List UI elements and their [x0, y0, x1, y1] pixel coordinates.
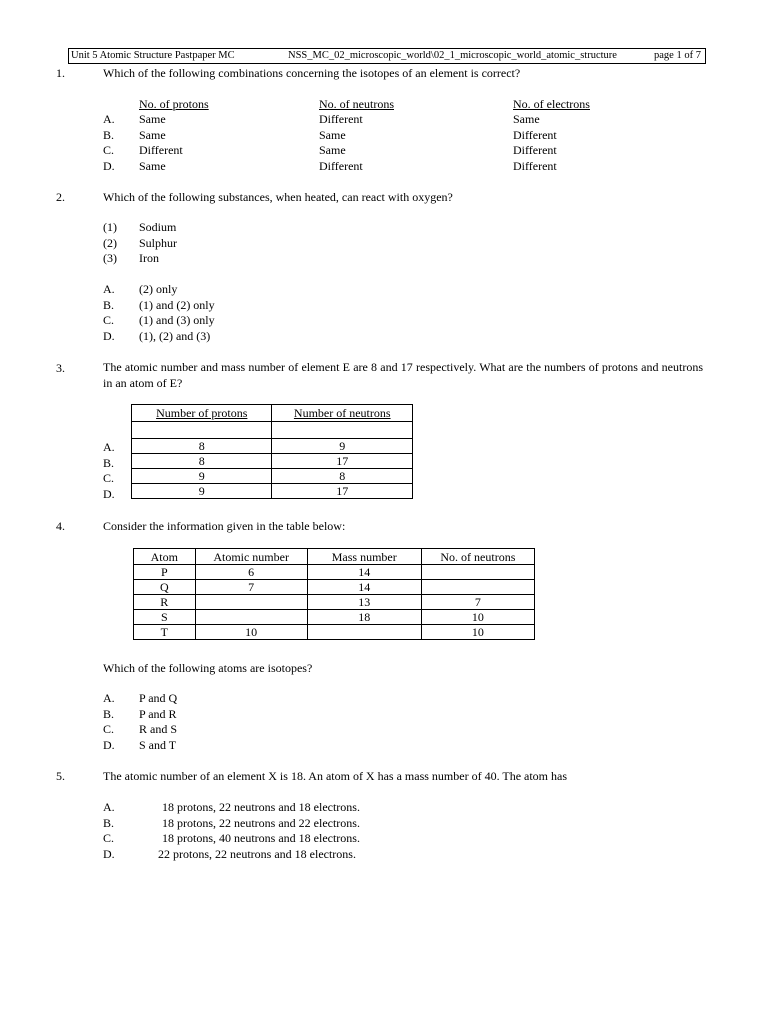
option-letter: A.: [103, 112, 115, 126]
cell-atomic-number: [195, 610, 307, 625]
question-text: Consider the information given in the table below:: [103, 519, 346, 533]
option-protons: Same: [139, 159, 166, 173]
cell-mass-number: [307, 625, 421, 640]
cell-mass-number: 14: [307, 565, 421, 580]
question-text: The atomic number and mass number of element E are 8 and 17 respectively. What are the numbers of protons and neutrons in an atom of E?: [103, 360, 703, 390]
option-letter: D.: [103, 329, 115, 343]
option-text: P and Q: [139, 691, 178, 705]
option-text: 18 protons, 22 neutrons and 22 electrons.: [162, 816, 360, 830]
cell-protons: 9: [132, 484, 272, 499]
table-row: [134, 610, 535, 625]
table-header: Number of neutrons: [272, 405, 413, 422]
question-text: The atomic number of an element X is 18. An atom of X has a mass number of 40. The atom has: [103, 769, 568, 783]
option-electrons: Different: [513, 159, 557, 173]
option-letter: B.: [103, 128, 115, 142]
col-header-neutrons: No. of neutrons: [319, 97, 394, 111]
cell-mass-number: 13: [307, 595, 421, 610]
question-text: Which of the following combinations concerning the isotopes of an element is correct?: [103, 66, 521, 80]
item-text: Iron: [139, 251, 159, 265]
atom-info-table: [133, 548, 535, 640]
cell-atom: P: [134, 565, 196, 580]
cell-atomic-number: [195, 595, 307, 610]
option-protons: Different: [139, 143, 183, 157]
cell-protons: 8: [132, 439, 272, 454]
option-letter: B.: [103, 298, 115, 312]
table-row: [132, 469, 413, 484]
protons-neutrons-table: [131, 404, 413, 499]
page-header: [68, 48, 706, 64]
question-text: Which of the following substances, when heated, can react with oxygen?: [103, 190, 453, 204]
cell-protons: 9: [132, 469, 272, 484]
question-number: 5.: [56, 769, 65, 783]
option-neutrons: Same: [319, 128, 346, 142]
option-letter: D.: [103, 159, 115, 173]
option-text: 18 protons, 40 neutrons and 18 electrons.: [162, 831, 360, 845]
item-number: (3): [103, 251, 117, 265]
option-text: P and R: [139, 707, 177, 721]
option-electrons: Different: [513, 128, 557, 142]
option-letter: A.: [103, 800, 115, 814]
option-letter: A.: [103, 691, 115, 705]
option-neutrons: Same: [319, 143, 346, 157]
cell-neutrons: 17: [272, 484, 413, 499]
table-header: Atom: [134, 549, 196, 565]
option-neutrons: Different: [319, 159, 363, 173]
table-header: Atomic number: [195, 549, 307, 565]
cell-mass-number: 18: [307, 610, 421, 625]
item-text: Sulphur: [139, 236, 178, 250]
option-protons: Same: [139, 128, 166, 142]
col-header-electrons: No. of electrons: [513, 97, 590, 111]
cell-neutrons: 8: [272, 469, 413, 484]
cell-atom: R: [134, 595, 196, 610]
question-number: 3.: [56, 361, 65, 375]
option-neutrons: Different: [319, 112, 363, 126]
sub-question-text: Which of the following atoms are isotopes?: [103, 661, 313, 675]
table-row: [134, 580, 535, 595]
option-text: R and S: [139, 722, 178, 736]
option-text: 18 protons, 22 neutrons and 18 electrons.: [162, 800, 360, 814]
cell-neutrons: 17: [272, 454, 413, 469]
cell-atom: Q: [134, 580, 196, 595]
question-number: 4.: [56, 519, 65, 533]
question-number: 2.: [56, 190, 65, 204]
item-number: (1): [103, 220, 117, 234]
cell-neutrons: 7: [421, 595, 534, 610]
option-letter: B.: [103, 456, 115, 470]
cell-atomic-number: 6: [195, 565, 307, 580]
cell-neutrons: 9: [272, 439, 413, 454]
option-letter: A.: [103, 282, 115, 296]
option-electrons: Same: [513, 112, 540, 126]
table-row: [134, 565, 535, 580]
option-letter: D.: [103, 738, 115, 752]
cell-neutrons: 10: [421, 625, 534, 640]
table-row: [132, 454, 413, 469]
table-header: Mass number: [307, 549, 421, 565]
header-page-number: page 1 of 7: [654, 50, 701, 61]
option-letter: B.: [103, 816, 115, 830]
option-text: (1) and (3) only: [139, 313, 215, 327]
option-text: (2) only: [139, 282, 178, 296]
cell-neutrons: 10: [421, 610, 534, 625]
item-text: Sodium: [139, 220, 177, 234]
header-file-path: NSS_MC_02_microscopic_world\02_1_microscopic_world_atomic_structure: [288, 50, 617, 61]
option-letter: D.: [103, 487, 115, 501]
option-text: (1) and (2) only: [139, 298, 215, 312]
table-row: [134, 595, 535, 610]
table-header: Number of protons: [132, 405, 272, 422]
cell-neutrons: [421, 580, 534, 595]
option-letter: C.: [103, 313, 115, 327]
option-text: (1), (2) and (3): [139, 329, 211, 343]
option-text: 22 protons, 22 neutrons and 18 electrons.: [158, 847, 356, 861]
option-letter: C.: [103, 831, 115, 845]
option-letter: C.: [103, 143, 115, 157]
cell-atomic-number: 10: [195, 625, 307, 640]
table-row: [132, 439, 413, 454]
cell-atom: S: [134, 610, 196, 625]
option-letter: C.: [103, 471, 115, 485]
option-letter: C.: [103, 722, 115, 736]
question-number: 1.: [56, 66, 65, 80]
header-unit-title: Unit 5 Atomic Structure Pastpaper MC: [71, 50, 235, 61]
cell-protons: 8: [132, 454, 272, 469]
cell-atom: T: [134, 625, 196, 640]
option-electrons: Different: [513, 143, 557, 157]
option-letter: B.: [103, 707, 115, 721]
cell-atomic-number: 7: [195, 580, 307, 595]
table-row: [132, 484, 413, 499]
table-header: No. of neutrons: [421, 549, 534, 565]
item-number: (2): [103, 236, 117, 250]
cell-mass-number: 14: [307, 580, 421, 595]
col-header-protons: No. of protons: [139, 97, 209, 111]
option-letter: D.: [103, 847, 115, 861]
option-text: S and T: [139, 738, 177, 752]
option-letter: A.: [103, 440, 115, 454]
table-row: [134, 625, 535, 640]
cell-neutrons: [421, 565, 534, 580]
option-protons: Same: [139, 112, 166, 126]
